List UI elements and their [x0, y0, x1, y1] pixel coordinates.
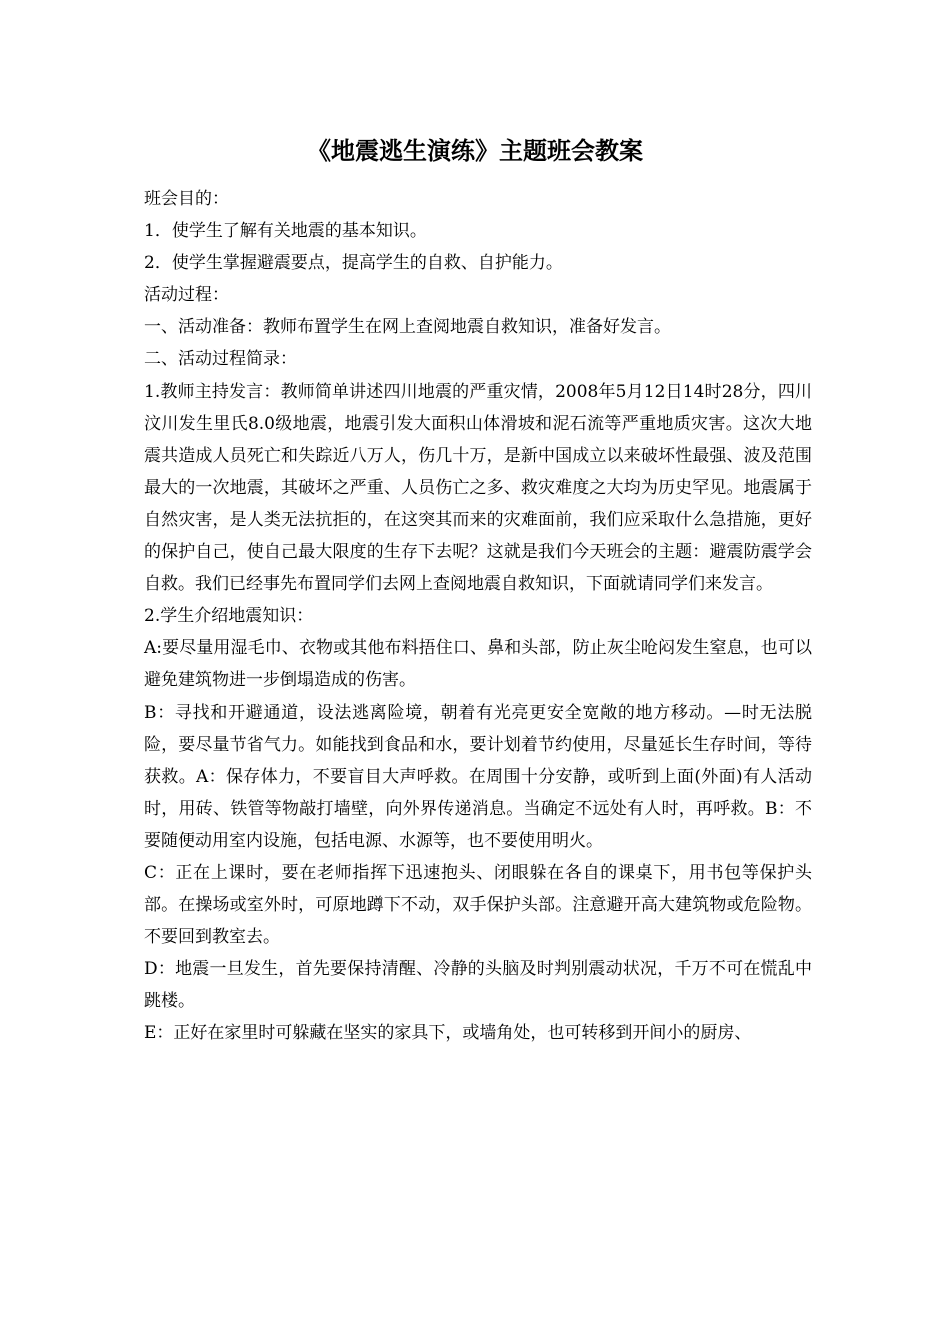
paragraph-item-e: E：正好在家里时可躲藏在坚实的家具下，或墙角处，也可转移到开间小的厨房、: [144, 1023, 752, 1044]
document-body: [144, 183, 812, 1050]
paragraph-preparation: 一、活动准备：教师布置学生在网上查阅地震自救知识，准备好发言。: [144, 317, 671, 338]
paragraph-item-d: D：地震一旦发生，首先要保持清醒、冷静的头脑及时判别震动状况，千万不可在慌乱中跳楼。: [144, 959, 812, 1012]
paragraph-teacher-speech: 1.教师主持发言：教师简单讲述四川地震的严重灾情，2008年5月12日14时28分，四川汶川发生里氏8.0级地震，地震引发大面积山体滑坡和泥石流等严重地质灾害。这次大地震共造成人员死亡和失踪近八万人，伤几十万，是新中国成立以来破坏性最强、波及范围最大的一次地震，其破坏之严重、人员伤亡之多、救灾难度之大均为历史罕见。地震属于自然灾害，是人类无法抗拒的，在这突其而来的灾难面前，我们应采取什么急措施，更好的保护自己，使自己最大限度的生存下去呢？这就是我们今天班会的主题：避震防震学会自救。我们已经事先布置同学们去网上查阅地震自救知识，下面就请同学们来发言。: [144, 381, 812, 595]
paragraph-process-summary: 二、活动过程简录：: [144, 349, 297, 370]
paragraph-student-intro: 2.学生介绍地震知识：: [144, 606, 314, 627]
paragraph-purpose-heading: 班会目的：: [144, 189, 229, 209]
paragraph-purpose-2: 2．使学生掌握避震要点，提高学生的自救、自护能力。: [144, 253, 563, 274]
paragraph-process-heading: 活动过程：: [144, 285, 229, 306]
document-title: 《地震逃生演练》主题班会教案: [307, 137, 643, 165]
paragraph-item-c: C：正在上课时，要在老师指挥下迅速抱头、闭眼躲在各自的课桌下，用书包等保护头部。在操场或室外时，可原地蹲下不动，双手保护头部。注意避开高大建筑物或危险物。不要回到教室去。: [144, 862, 812, 948]
paragraph-item-b: B：寻找和开避通道，设法逃离险境，朝着有光亮更安全宽敞的地方移动。—时无法脱险，要尽量节省气力。如能找到食品和水，要计划着节约使用，尽量延长生存时间，等待获救。A：保存体力，不要盲目大声呼救。在周围十分安静，或听到上面(外面)有人活动时，用砖、铁管等物敲打墙壁，向外界传递消息。当确定不远处有人时，再呼救。B：不要随便动用室内设施，包括电源、水源等，也不要使用明火。: [144, 702, 812, 851]
paragraph-purpose-1: 1．使学生了解有关地震的基本知识。: [144, 221, 427, 242]
paragraph-item-a: A:要尽量用湿毛巾、衣物或其他布料捂住口、鼻和头部，防止灰尘呛闷发生窒息，也可以避免建筑物进一步倒塌造成的伤害。: [144, 638, 812, 691]
